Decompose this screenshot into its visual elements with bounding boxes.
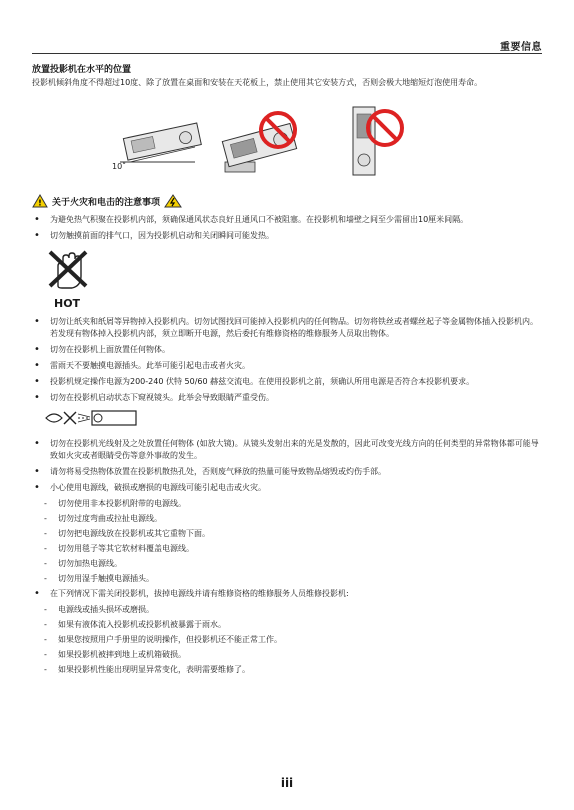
sub-list-item: - 电源线或插头损坏或磨损。 xyxy=(32,604,544,616)
tilted-projector-illustration xyxy=(112,123,201,171)
sub-list-item: - 切勿加热电源线。 xyxy=(32,558,544,570)
sub-list-item: - 如果您按照用户手册里的说明操作，但投影机还不能正常工作。 xyxy=(32,634,544,646)
warning-icon xyxy=(32,194,48,208)
sub-list-item: - 切勿把电源线放在投影机或其它重物下面。 xyxy=(32,528,544,540)
fire-safety-list xyxy=(32,214,544,679)
page-header xyxy=(32,36,542,54)
list-item: • 切勿触摸前面的排气口，因为投影机启动和关闭瞬间可能发热。 xyxy=(32,230,544,242)
lens-eye-warning-icon xyxy=(44,408,544,432)
list-item: • 投影机规定操作电源为200-240 伏特 50/60 赫兹交流电。在使用投影机之前，须确认所用电源是否符合本投影机要求。 xyxy=(32,376,544,388)
list-item: • 请勿将易受热物体放置在投影机散热孔处，否则废气释放的热量可能导致物品熔毁或灼伤手部。 xyxy=(32,466,544,478)
list-item: • 切勿在投影机启动状态下窥视镜头。此举会导致眼睛严重受伤。 xyxy=(32,392,544,404)
placement-illustrations xyxy=(0,102,574,182)
list-item: • 雷雨天不要触摸电源插头。此举可能引起电击或者火灾。 xyxy=(32,360,544,372)
sub-list-item: - 切勿用毯子等其它软材料覆盖电源线。 xyxy=(32,543,544,555)
page-number: iii xyxy=(280,776,294,790)
angle-label: 10˚ xyxy=(112,162,127,171)
prohibited-tilt-illustration xyxy=(222,113,296,172)
list-item: • 为避免热气积聚在投影机内部，须确保通风状态良好且通风口不被阻塞。在投影机和墙壁之间至少需留出10厘米间隔。 xyxy=(32,214,544,226)
sub-list-item: - 切勿使用非本投影机附带的电源线。 xyxy=(32,498,544,510)
hot-label: HOT xyxy=(54,297,81,310)
list-item: • 切勿让纸夹和纸屑等异物掉入投影机内。切勿试图找回可能掉入投影机内的任何物品。切勿将铁丝或者螺丝起子等金属物体插入投影机内。若发现有物体掉入投影机内部，须立即断开电源，然后委托有维修资格的维修服务人员取出物体。 xyxy=(32,316,544,340)
level-section-title: 放置投影机在水平的位置 xyxy=(32,65,132,75)
prohibited-vertical-illustration xyxy=(353,107,402,175)
list-item: • 切勿在投影机光线射及之处放置任何物体 (如放大镜)。从镜头发射出来的光是发散的，因此可改变光线方向的任何类型的异常物体都可能导致如火灾或者眼睛受伤等意外事故的发生。 xyxy=(32,438,544,462)
sub-list-item: - 如果投影机性能出现明显异常变化，表明需要维修了。 xyxy=(32,664,544,676)
electric-shock-warning-icon xyxy=(164,194,182,208)
sub-list-item: - 切勿用湿手触摸电源插头。 xyxy=(32,573,544,585)
level-section-text: 投影机倾斜角度不得超过10度、除了放置在桌面和安装在天花板上，禁止使用其它安装方式，否则会极大地缩短灯泡使用寿命。 xyxy=(32,78,483,87)
hot-hand-icon xyxy=(42,246,544,310)
sub-list-item: - 如果投影机被摔到地上或机箱破损。 xyxy=(32,649,544,661)
list-item: • 在下列情况下需关闭投影机，拔掉电源线并请有维修资格的维修服务人员维修投影机: xyxy=(32,588,544,600)
svg-text:!: ! xyxy=(38,198,42,208)
fire-section-title: 关于火灾和电击的注意事项 xyxy=(52,197,161,208)
fire-section-title-row xyxy=(32,194,182,208)
list-item: • 切勿在投影机上面放置任何物体。 xyxy=(32,344,544,356)
sub-list-item: - 切勿过度弯曲或拉扯电源线。 xyxy=(32,513,544,525)
header-title: 重要信息 xyxy=(500,42,542,53)
sub-list-item: - 如果有液体流入投影机或投影机被暴露于雨水。 xyxy=(32,619,544,631)
list-item: • 小心使用电源线，破损或磨损的电源线可能引起电击或火灾。 xyxy=(32,482,544,494)
